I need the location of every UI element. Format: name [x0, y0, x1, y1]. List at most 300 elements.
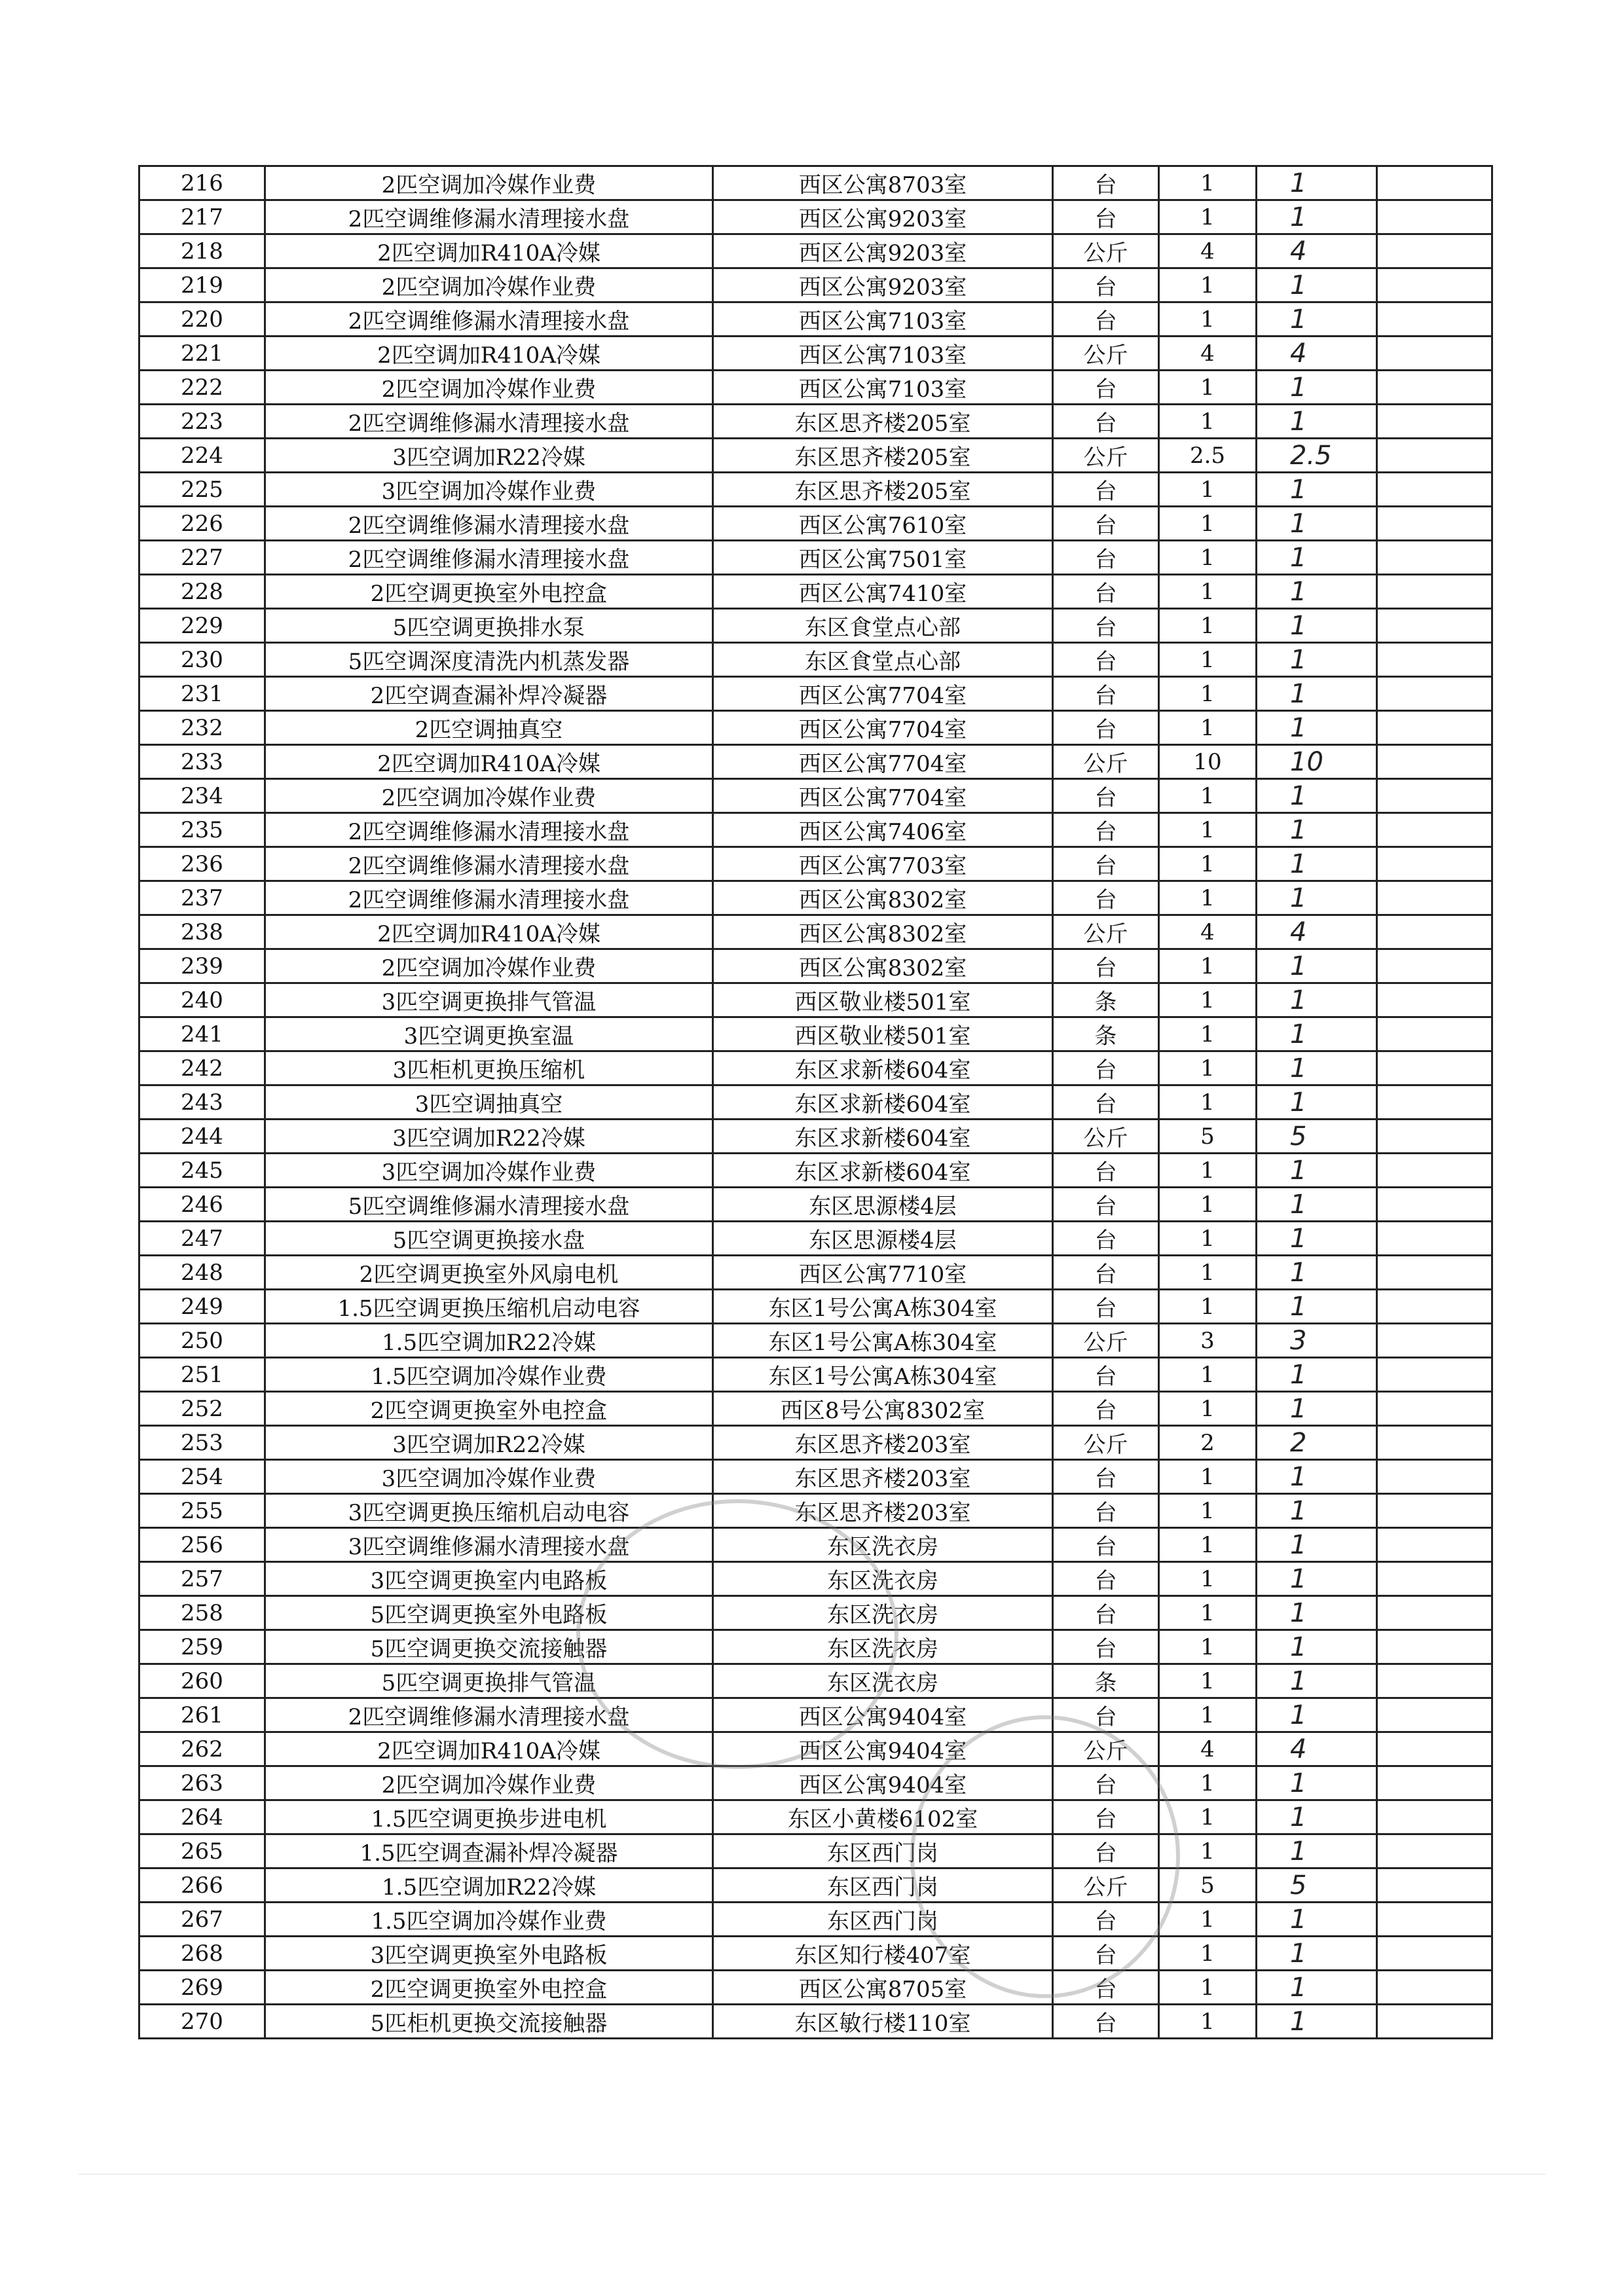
handwritten-check: 1	[1257, 1800, 1377, 1834]
location: 东区西门岗	[713, 1834, 1053, 1868]
location: 西区公寓7704室	[713, 711, 1053, 745]
remarks	[1377, 1188, 1492, 1222]
remarks	[1377, 847, 1492, 881]
remarks	[1377, 1596, 1492, 1630]
table-row	[139, 1017, 1492, 1051]
unit: 台	[1053, 371, 1159, 405]
row-number: 244	[139, 1120, 265, 1154]
location: 西区公寓8302室	[713, 949, 1053, 983]
unit: 台	[1053, 1971, 1159, 2005]
location: 西区公寓7710室	[713, 1256, 1053, 1290]
unit: 条	[1053, 1664, 1159, 1698]
row-number: 263	[139, 1766, 265, 1800]
remarks	[1377, 1868, 1492, 1903]
handwritten-check: 1	[1257, 949, 1377, 983]
location: 东区1号公寓A栋304室	[713, 1324, 1053, 1358]
remarks	[1377, 1698, 1492, 1732]
unit: 台	[1053, 1460, 1159, 1494]
row-number: 253	[139, 1426, 265, 1460]
location: 西区公寓8705室	[713, 1971, 1053, 2005]
handwritten-check: 1	[1257, 1562, 1377, 1596]
unit: 台	[1053, 575, 1159, 609]
remarks	[1377, 949, 1492, 983]
remarks	[1377, 1494, 1492, 1528]
unit: 台	[1053, 711, 1159, 745]
row-number: 237	[139, 881, 265, 915]
table-row	[139, 166, 1492, 200]
item-description: 2匹空调加R410A冷媒	[265, 745, 713, 779]
table-row	[139, 1596, 1492, 1630]
table-row	[139, 1222, 1492, 1256]
quantity: 1	[1159, 1664, 1257, 1698]
row-number: 239	[139, 949, 265, 983]
handwritten-check: 1	[1257, 983, 1377, 1017]
table-row	[139, 677, 1492, 711]
handwritten-check: 10	[1257, 745, 1377, 779]
remarks	[1377, 234, 1492, 268]
item-description: 2匹空调维修漏水清理接水盘	[265, 302, 713, 337]
item-description: 2匹空调加R410A冷媒	[265, 1732, 713, 1766]
row-number: 269	[139, 1971, 265, 2005]
location: 西区公寓9203室	[713, 234, 1053, 268]
row-number: 220	[139, 302, 265, 337]
remarks	[1377, 643, 1492, 677]
row-number: 238	[139, 915, 265, 949]
quantity: 2.5	[1159, 439, 1257, 473]
remarks	[1377, 1630, 1492, 1664]
remarks	[1377, 1051, 1492, 1085]
remarks	[1377, 405, 1492, 439]
remarks	[1377, 1562, 1492, 1596]
remarks	[1377, 711, 1492, 745]
quantity: 1	[1159, 677, 1257, 711]
remarks	[1377, 1290, 1492, 1324]
remarks	[1377, 507, 1492, 541]
handwritten-check: 4	[1257, 1732, 1377, 1766]
unit: 公斤	[1053, 1324, 1159, 1358]
unit: 台	[1053, 268, 1159, 302]
handwritten-check: 4	[1257, 234, 1377, 268]
location: 东区西门岗	[713, 1903, 1053, 1937]
location: 东区思源楼4层	[713, 1188, 1053, 1222]
page-divider	[79, 2174, 1545, 2175]
table-row	[139, 949, 1492, 983]
table-row	[139, 1937, 1492, 1971]
quantity: 10	[1159, 745, 1257, 779]
item-description: 2匹空调加冷媒作业费	[265, 268, 713, 302]
location: 东区知行楼407室	[713, 1937, 1053, 1971]
handwritten-check: 1	[1257, 1698, 1377, 1732]
quantity: 1	[1159, 847, 1257, 881]
quantity: 1	[1159, 1562, 1257, 1596]
quantity: 1	[1159, 1596, 1257, 1630]
handwritten-check: 1	[1257, 1460, 1377, 1494]
table-row	[139, 507, 1492, 541]
unit: 公斤	[1053, 439, 1159, 473]
unit: 台	[1053, 1392, 1159, 1426]
table-row	[139, 337, 1492, 371]
location: 西区敬业楼501室	[713, 983, 1053, 1017]
table-row	[139, 302, 1492, 337]
unit: 公斤	[1053, 745, 1159, 779]
quantity: 1	[1159, 507, 1257, 541]
quantity: 4	[1159, 1732, 1257, 1766]
row-number: 248	[139, 1256, 265, 1290]
table-body	[139, 166, 1492, 2039]
quantity: 1	[1159, 711, 1257, 745]
handwritten-check: 5	[1257, 1120, 1377, 1154]
table-row	[139, 1324, 1492, 1358]
remarks	[1377, 1358, 1492, 1392]
handwritten-check: 1	[1257, 1188, 1377, 1222]
remarks	[1377, 1120, 1492, 1154]
location: 西区公寓7704室	[713, 779, 1053, 813]
item-description: 1.5匹空调加R22冷媒	[265, 1324, 713, 1358]
row-number: 231	[139, 677, 265, 711]
quantity: 1	[1159, 1392, 1257, 1426]
handwritten-check: 1	[1257, 1596, 1377, 1630]
item-description: 3匹空调加R22冷媒	[265, 439, 713, 473]
table-row	[139, 1971, 1492, 2005]
remarks	[1377, 1324, 1492, 1358]
table-row	[139, 1392, 1492, 1426]
location: 西区公寓7406室	[713, 813, 1053, 847]
item-description: 5匹空调更换接水盘	[265, 1222, 713, 1256]
handwritten-check: 1	[1257, 643, 1377, 677]
quantity: 1	[1159, 1188, 1257, 1222]
handwritten-check: 2	[1257, 1426, 1377, 1460]
unit: 台	[1053, 507, 1159, 541]
unit: 台	[1053, 1800, 1159, 1834]
item-description: 3匹空调更换室内电路板	[265, 1562, 713, 1596]
remarks	[1377, 1937, 1492, 1971]
item-description: 2匹空调维修漏水清理接水盘	[265, 200, 713, 234]
table-row	[139, 1732, 1492, 1766]
remarks	[1377, 1971, 1492, 2005]
quantity: 1	[1159, 1290, 1257, 1324]
location: 西区公寓7103室	[713, 371, 1053, 405]
unit: 台	[1053, 1834, 1159, 1868]
location: 东区思齐楼205室	[713, 473, 1053, 507]
item-description: 5匹空调深度清洗内机蒸发器	[265, 643, 713, 677]
quantity: 1	[1159, 405, 1257, 439]
unit: 公斤	[1053, 1732, 1159, 1766]
remarks	[1377, 371, 1492, 405]
item-description: 5匹空调更换室外电路板	[265, 1596, 713, 1630]
quantity: 1	[1159, 541, 1257, 575]
location: 西区公寓9404室	[713, 1732, 1053, 1766]
handwritten-check: 1	[1257, 473, 1377, 507]
item-description: 1.5匹空调加R22冷媒	[265, 1868, 713, 1903]
handwritten-check: 4	[1257, 337, 1377, 371]
unit: 台	[1053, 473, 1159, 507]
row-number: 226	[139, 507, 265, 541]
unit: 台	[1053, 1494, 1159, 1528]
quantity: 1	[1159, 1154, 1257, 1188]
table-row	[139, 2005, 1492, 2039]
row-number: 235	[139, 813, 265, 847]
remarks	[1377, 1766, 1492, 1800]
remarks	[1377, 541, 1492, 575]
row-number: 217	[139, 200, 265, 234]
quantity: 1	[1159, 1630, 1257, 1664]
location: 东区1号公寓A栋304室	[713, 1290, 1053, 1324]
row-number: 268	[139, 1937, 265, 1971]
handwritten-check: 1	[1257, 1664, 1377, 1698]
table-row	[139, 1154, 1492, 1188]
unit: 台	[1053, 881, 1159, 915]
location: 东区洗衣房	[713, 1528, 1053, 1562]
unit: 台	[1053, 1528, 1159, 1562]
remarks	[1377, 200, 1492, 234]
location: 西区公寓7704室	[713, 745, 1053, 779]
row-number: 255	[139, 1494, 265, 1528]
handwritten-check: 1	[1257, 1290, 1377, 1324]
table-row	[139, 881, 1492, 915]
table-row	[139, 541, 1492, 575]
quantity: 1	[1159, 268, 1257, 302]
handwritten-check: 2.5	[1257, 439, 1377, 473]
location: 西区公寓7410室	[713, 575, 1053, 609]
table-row	[139, 1290, 1492, 1324]
row-number: 222	[139, 371, 265, 405]
row-number: 243	[139, 1085, 265, 1120]
row-number: 262	[139, 1732, 265, 1766]
handwritten-check: 1	[1257, 1085, 1377, 1120]
unit: 台	[1053, 166, 1159, 200]
handwritten-check: 1	[1257, 711, 1377, 745]
remarks	[1377, 1528, 1492, 1562]
row-number: 247	[139, 1222, 265, 1256]
row-number: 250	[139, 1324, 265, 1358]
row-number: 261	[139, 1698, 265, 1732]
item-description: 3匹空调加R22冷媒	[265, 1426, 713, 1460]
location: 西区8号公寓8302室	[713, 1392, 1053, 1426]
row-number: 228	[139, 575, 265, 609]
quantity: 1	[1159, 1937, 1257, 1971]
handwritten-check: 1	[1257, 405, 1377, 439]
table-row	[139, 813, 1492, 847]
table-row	[139, 200, 1492, 234]
handwritten-check: 1	[1257, 779, 1377, 813]
location: 西区公寓7610室	[713, 507, 1053, 541]
unit: 台	[1053, 1903, 1159, 1937]
row-number: 229	[139, 609, 265, 643]
table-row	[139, 1630, 1492, 1664]
quantity: 4	[1159, 337, 1257, 371]
handwritten-check: 1	[1257, 1937, 1377, 1971]
table-row	[139, 473, 1492, 507]
item-description: 2匹空调维修漏水清理接水盘	[265, 813, 713, 847]
location: 东区敏行楼110室	[713, 2005, 1053, 2039]
table-row	[139, 1085, 1492, 1120]
unit: 公斤	[1053, 1426, 1159, 1460]
item-description: 5匹空调更换排水泵	[265, 609, 713, 643]
unit: 台	[1053, 405, 1159, 439]
row-number: 266	[139, 1868, 265, 1903]
item-description: 2匹空调更换室外电控盒	[265, 575, 713, 609]
handwritten-check: 1	[1257, 1154, 1377, 1188]
remarks	[1377, 779, 1492, 813]
item-description: 3匹空调更换排气管温	[265, 983, 713, 1017]
table-row	[139, 1698, 1492, 1732]
location: 西区公寓7103室	[713, 302, 1053, 337]
item-description: 1.5匹空调更换步进电机	[265, 1800, 713, 1834]
remarks	[1377, 2005, 1492, 2039]
location: 西区公寓8302室	[713, 881, 1053, 915]
item-description: 2匹空调维修漏水清理接水盘	[265, 1698, 713, 1732]
remarks	[1377, 677, 1492, 711]
row-number: 218	[139, 234, 265, 268]
table-row	[139, 609, 1492, 643]
unit: 台	[1053, 1358, 1159, 1392]
row-number: 245	[139, 1154, 265, 1188]
row-number: 259	[139, 1630, 265, 1664]
unit: 条	[1053, 983, 1159, 1017]
row-number: 270	[139, 2005, 265, 2039]
remarks	[1377, 1460, 1492, 1494]
handwritten-check: 1	[1257, 1766, 1377, 1800]
remarks	[1377, 813, 1492, 847]
location: 东区思源楼4层	[713, 1222, 1053, 1256]
table-row	[139, 847, 1492, 881]
unit: 台	[1053, 1698, 1159, 1732]
item-description: 2匹空调查漏补焊冷凝器	[265, 677, 713, 711]
location: 西区敬业楼501室	[713, 1017, 1053, 1051]
handwritten-check: 1	[1257, 166, 1377, 200]
quantity: 1	[1159, 881, 1257, 915]
row-number: 267	[139, 1903, 265, 1937]
row-number: 265	[139, 1834, 265, 1868]
remarks	[1377, 337, 1492, 371]
item-description: 2匹空调加R410A冷媒	[265, 915, 713, 949]
table-row	[139, 234, 1492, 268]
item-description: 2匹空调加冷媒作业费	[265, 779, 713, 813]
handwritten-check: 1	[1257, 1256, 1377, 1290]
quantity: 1	[1159, 643, 1257, 677]
quantity: 3	[1159, 1324, 1257, 1358]
unit: 公斤	[1053, 337, 1159, 371]
unit: 台	[1053, 1766, 1159, 1800]
location: 西区公寓8703室	[713, 166, 1053, 200]
table-row	[139, 439, 1492, 473]
table-row	[139, 268, 1492, 302]
unit: 台	[1053, 1051, 1159, 1085]
remarks	[1377, 166, 1492, 200]
item-description: 2匹空调维修漏水清理接水盘	[265, 847, 713, 881]
quantity: 1	[1159, 2005, 1257, 2039]
unit: 台	[1053, 1222, 1159, 1256]
unit: 台	[1053, 677, 1159, 711]
row-number: 249	[139, 1290, 265, 1324]
row-number: 256	[139, 1528, 265, 1562]
table-row	[139, 983, 1492, 1017]
table-row	[139, 779, 1492, 813]
item-description: 3匹空调更换压缩机启动电容	[265, 1494, 713, 1528]
location: 东区求新楼604室	[713, 1051, 1053, 1085]
handwritten-check: 1	[1257, 1971, 1377, 2005]
unit: 台	[1053, 1937, 1159, 1971]
item-description: 2匹空调维修漏水清理接水盘	[265, 405, 713, 439]
handwritten-check: 1	[1257, 200, 1377, 234]
location: 东区思齐楼205室	[713, 439, 1053, 473]
location: 西区公寓7703室	[713, 847, 1053, 881]
handwritten-check: 1	[1257, 1834, 1377, 1868]
remarks	[1377, 1392, 1492, 1426]
table-row	[139, 1664, 1492, 1698]
remarks	[1377, 1834, 1492, 1868]
item-description: 5匹空调维修漏水清理接水盘	[265, 1188, 713, 1222]
table-row	[139, 1426, 1492, 1460]
item-description: 5匹空调更换交流接触器	[265, 1630, 713, 1664]
location: 西区公寓9404室	[713, 1698, 1053, 1732]
row-number: 241	[139, 1017, 265, 1051]
remarks	[1377, 1800, 1492, 1834]
handwritten-check: 1	[1257, 609, 1377, 643]
unit: 公斤	[1053, 234, 1159, 268]
handwritten-check: 1	[1257, 1630, 1377, 1664]
handwritten-check: 4	[1257, 915, 1377, 949]
quantity: 1	[1159, 1528, 1257, 1562]
unit: 台	[1053, 813, 1159, 847]
item-description: 2匹空调维修漏水清理接水盘	[265, 507, 713, 541]
table-row	[139, 1358, 1492, 1392]
quantity: 1	[1159, 983, 1257, 1017]
handwritten-check: 1	[1257, 813, 1377, 847]
row-number: 242	[139, 1051, 265, 1085]
unit: 台	[1053, 1256, 1159, 1290]
quantity: 1	[1159, 1051, 1257, 1085]
quantity: 1	[1159, 1494, 1257, 1528]
table-row	[139, 1903, 1492, 1937]
item-description: 3匹空调更换室温	[265, 1017, 713, 1051]
table-row	[139, 371, 1492, 405]
item-description: 2匹空调更换室外风扇电机	[265, 1256, 713, 1290]
location: 东区求新楼604室	[713, 1120, 1053, 1154]
item-description: 2匹空调维修漏水清理接水盘	[265, 881, 713, 915]
location: 西区公寓9203室	[713, 200, 1053, 234]
location: 东区1号公寓A栋304室	[713, 1358, 1053, 1392]
handwritten-check: 3	[1257, 1324, 1377, 1358]
table-row	[139, 1766, 1492, 1800]
location: 西区公寓8302室	[713, 915, 1053, 949]
remarks	[1377, 1017, 1492, 1051]
remarks	[1377, 1256, 1492, 1290]
item-description: 3匹空调加冷媒作业费	[265, 473, 713, 507]
unit: 台	[1053, 2005, 1159, 2039]
row-number: 224	[139, 439, 265, 473]
row-number: 233	[139, 745, 265, 779]
location: 东区思齐楼203室	[713, 1494, 1053, 1528]
handwritten-check: 1	[1257, 1528, 1377, 1562]
table-row	[139, 1494, 1492, 1528]
quantity: 1	[1159, 371, 1257, 405]
location: 东区食堂点心部	[713, 643, 1053, 677]
quantity: 1	[1159, 609, 1257, 643]
unit: 台	[1053, 643, 1159, 677]
handwritten-check: 1	[1257, 1358, 1377, 1392]
row-number: 225	[139, 473, 265, 507]
item-description: 2匹空调加冷媒作业费	[265, 371, 713, 405]
quantity: 5	[1159, 1868, 1257, 1903]
handwritten-check: 1	[1257, 268, 1377, 302]
location: 东区求新楼604室	[713, 1085, 1053, 1120]
remarks	[1377, 1154, 1492, 1188]
table-row	[139, 1256, 1492, 1290]
quantity: 1	[1159, 1698, 1257, 1732]
row-number: 227	[139, 541, 265, 575]
quantity: 1	[1159, 1085, 1257, 1120]
